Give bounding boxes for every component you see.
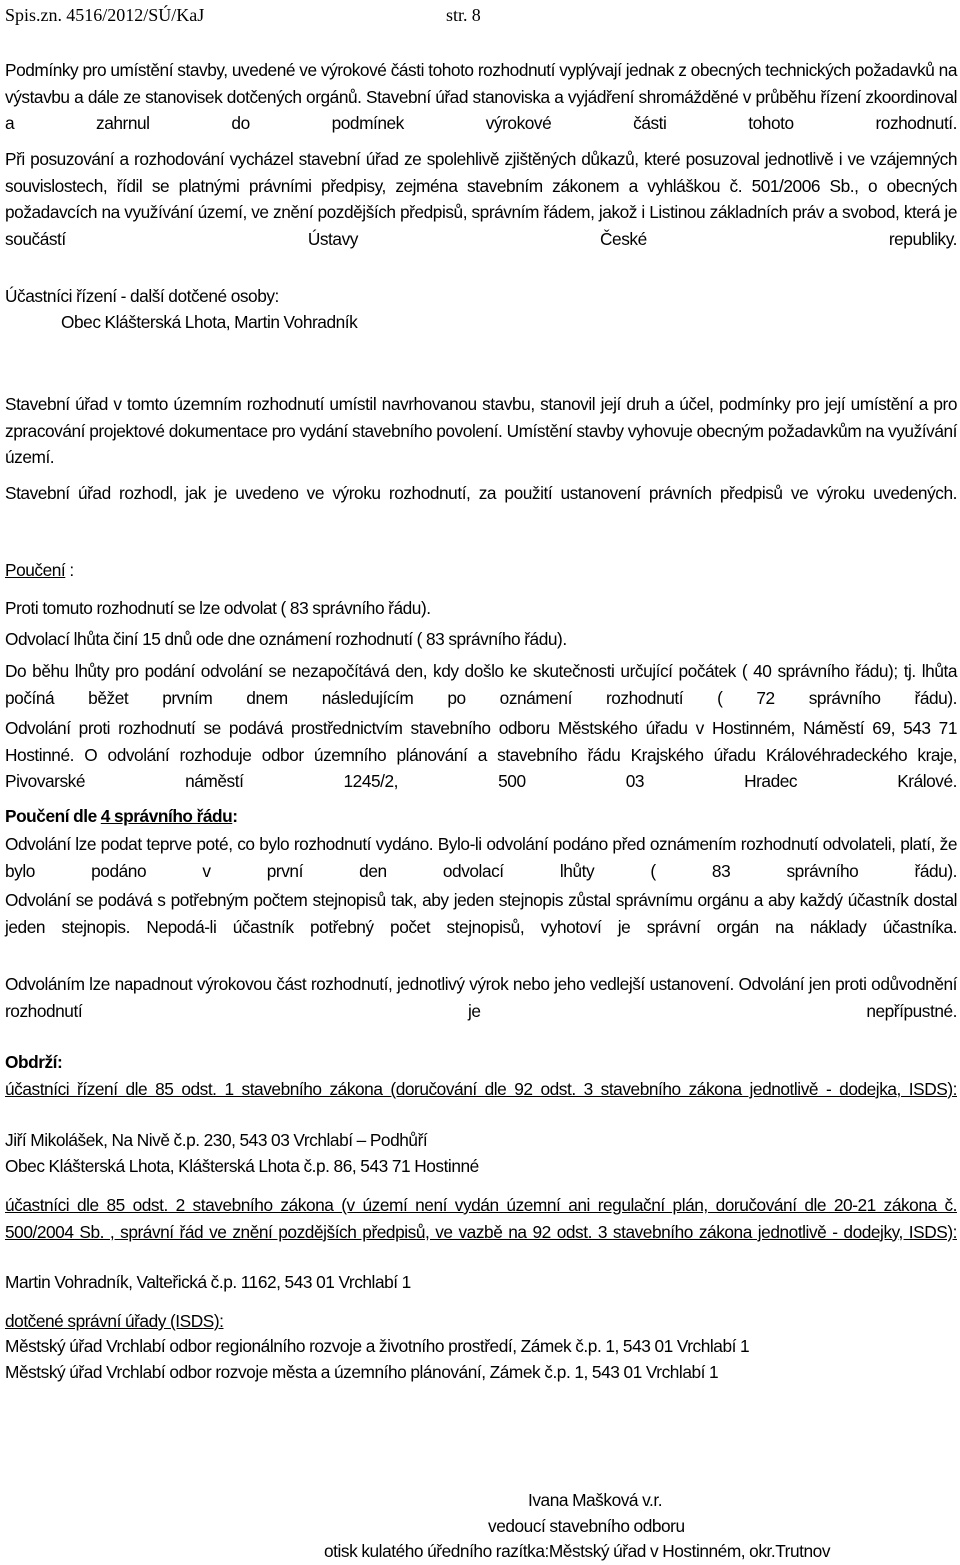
appeal-right-line: Proti tomuto rozhodnutí se lze odvolat ( 83 správního řádu). bbox=[5, 598, 431, 618]
stamp-note: otisk kulatého úředního razítka:Městský úřad v Hostinném, okr.Trutnov bbox=[324, 1541, 831, 1561]
instruction4-heading bbox=[5, 803, 957, 830]
recipients-group2-heading: účastníci dle 85 odst. 2 stavebního zákona (v území není vydán územní ani regulační plán, doručování dle 20-21 zákona č. 500/2004 Sb. , správní řád ve znění pozdějších předpisů, ve vazbě na 92 odst. 3 stavebního zákona jednotlivě - dodejky, ISDS): bbox=[5, 1195, 957, 1242]
instruction4-paragraph-2: Odvolání se podává s potřebným počtem stejnopisů tak, aby jeden stejnopis zůstal správnímu orgánu a aby každý účastník dostal jeden stejnopis. Nepodá-li účastník potřebný počet stejnopisů, vyhotoví je správní orgán na náklady účastníka. bbox=[5, 890, 957, 937]
appeal-submission-paragraph: Odvolání proti rozhodnutí se podává prostřednictvím stavebního odboru Městského úřadu v Hostinném, Náměstí 69, 543 71 Hostinné. O odvolání rozhoduje odbor územního plánování a stavebního řádu Krajského úřadu Královéhradeckého kraje, Pivovarské náměstí 1245/2, 500 03 Hradec Králové. bbox=[5, 718, 957, 791]
participants-heading: Účastníci řízení - další dotčené osoby: bbox=[5, 286, 279, 306]
instruction4-paragraph-3: Odvoláním lze napadnout výrokovou část rozhodnutí, jednotlivý výrok nebo jeho vedlejší ustanovení. Odvolání jen proti odůvodnění rozhodnutí je nepřípustné. bbox=[5, 974, 957, 1021]
participants-names: Obec Klášterská Lhota, Martin Vohradník bbox=[61, 312, 358, 332]
recipient-item: Martin Vohradník, Valteřická č.p. 1162, 543 01 Vrchlabí 1 bbox=[5, 1272, 411, 1292]
justification-paragraph-1: Podmínky pro umístění stavby, uvedené ve výrokové části tohoto rozhodnutí vyplývají jednak z obecných technických požadavků na výstavbu a dále ze stanovisek dotčených orgánů. Stavební úřad stanoviska a vyjádření shromážděné v průběhu řízení zkoordinoval a zahrnul do podmínek výrokové části tohoto rozhodnutí. bbox=[5, 60, 957, 133]
instruction-heading-suffix: : bbox=[65, 560, 74, 580]
recipient-item: Městský úřad Vrchlabí odbor rozvoje města a územního plánování, Zámek č.p. 1, 543 01 Vrchlabí 1 bbox=[5, 1362, 719, 1382]
recipient-item: Obec Klášterská Lhota, Klášterská Lhota č.p. 86, 543 71 Hostinné bbox=[5, 1156, 479, 1176]
appeal-period-line: Odvolací lhůta činí 15 dnů ode dne oznámení rozhodnutí ( 83 správního řádu). bbox=[5, 629, 567, 649]
instruction4-heading-prefix: Poučení dle bbox=[5, 806, 101, 826]
conclusion-paragraph-1: Stavební úřad v tomto územním rozhodnutí umístil navrhovanou stavbu, stanovil její druh a účel, podmínky pro její umístění a pro zpracování projektové dokumentace pro vydání stavebního povolení. Umístění stavby vyhovuje obecným požadavkům na využívání území. bbox=[5, 394, 957, 467]
recipient-item: Jiří Mikolášek, Na Nivě č.p. 230, 543 03 Vrchlabí – Podhůří bbox=[5, 1130, 428, 1150]
recipients-group3-heading: dotčené správní úřady (ISDS): bbox=[5, 1311, 224, 1331]
instruction-heading bbox=[5, 557, 957, 584]
instruction4-heading-link: 4 správního řádu bbox=[100, 806, 233, 826]
recipients-group1-heading: účastníci řízení dle 85 odst. 1 stavebního zákona (doručování dle 92 odst. 3 stavebního zákona jednotlivě - dodejka, ISDS): bbox=[5, 1079, 957, 1099]
conclusion-paragraph-2: Stavební úřad rozhodl, jak je uvedeno ve výroku rozhodnutí, za použití ustanovení právních předpisů ve výroku uvedených. bbox=[5, 483, 957, 503]
recipients-heading: Obdrží: bbox=[5, 1052, 63, 1072]
page-number: str. 8 bbox=[446, 5, 481, 25]
recipient-item: Městský úřad Vrchlabí odbor regionálního rozvoje a životního prostředí, Zámek č.p. 1, 543 01 Vrchlabí 1 bbox=[5, 1336, 750, 1356]
instruction4-paragraph-1: Odvolání lze podat teprve poté, co bylo rozhodnutí vydáno. Bylo-li odvolání podáno před oznámením rozhodnutí odvolateli, platí, že bylo podáno v první den odvolací lhůty ( 83 správního řádu). bbox=[5, 834, 957, 881]
signature-name: Ivana Mašková v.r. bbox=[528, 1490, 663, 1510]
signature-title: vedoucí stavebního odboru bbox=[488, 1516, 685, 1536]
instruction-heading-label: Poučení bbox=[5, 560, 66, 580]
appeal-deadline-paragraph: Do běhu lhůty pro podání odvolání se nezapočítává den, kdy došlo ke skutečnosti určující počátek ( 40 správního řádu); tj. lhůta počíná běžet prvním dnem následujícím po oznámení rozhodnutí ( 72 správního řádu). bbox=[5, 661, 957, 708]
instruction4-heading-suffix: : bbox=[232, 806, 238, 826]
page-header-file-ref: Spis.zn. 4516/2012/SÚ/KaJ bbox=[5, 5, 205, 25]
justification-paragraph-2: Při posuzování a rozhodování vycházel stavební úřad ze spolehlivě zjištěných důkazů, které posuzoval jednotlivě i ve vzájemných souvislostech, řídil se platnými právními předpisy, zejména stavebním zákonem a vyhláškou č. 501/2006 Sb., o obecných požadavcích na využívání území, ve znění pozdějších předpisů, správním řádem, jakož i Listinou základních práv a svobod, která je součástí Ústavy České republiky. bbox=[5, 149, 957, 249]
